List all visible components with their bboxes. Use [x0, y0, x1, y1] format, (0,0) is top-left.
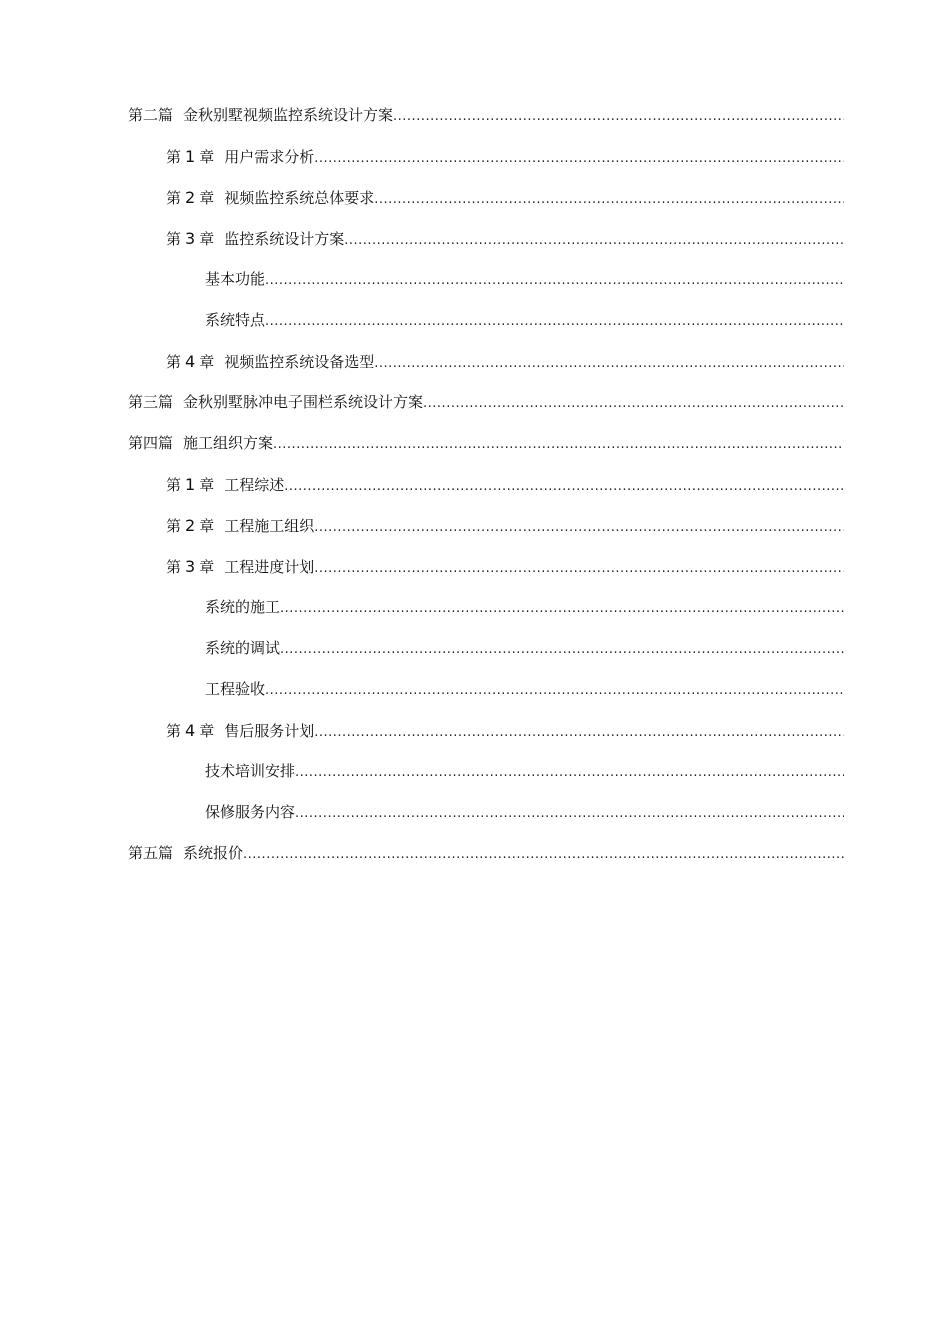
- toc-entry[interactable]: [128, 546, 844, 587]
- toc-entry-suffix: 章: [199, 558, 215, 576]
- toc-entry-number: 4: [185, 721, 196, 740]
- toc-entry-title: 基本功能: [205, 270, 266, 288]
- toc-dot-leader: [265, 301, 844, 342]
- toc-entry-prefix: 第: [166, 476, 182, 494]
- toc-entry-title: 施工组织方案: [183, 434, 274, 452]
- toc-entry[interactable]: [128, 710, 844, 751]
- toc-entry[interactable]: [128, 669, 844, 710]
- toc-dot-leader: [243, 834, 844, 875]
- toc-dot-leader: [265, 670, 844, 711]
- toc-entry[interactable]: [128, 218, 844, 259]
- toc-entry-number: 1: [185, 147, 196, 166]
- toc-entry-title: 售后服务计划: [224, 722, 315, 740]
- toc-entry-number: 2: [185, 516, 196, 535]
- toc-entry-text: [166, 710, 314, 752]
- toc-entry[interactable]: [128, 382, 844, 423]
- toc-entry[interactable]: [128, 464, 844, 505]
- toc-entry-suffix: 章: [199, 517, 215, 535]
- toc-entry-text: [205, 792, 295, 833]
- toc-entry[interactable]: [128, 751, 844, 792]
- toc-dot-leader: [314, 507, 844, 548]
- toc-entry-text: [166, 136, 314, 178]
- toc-entry-suffix: 章: [199, 189, 215, 207]
- toc-entry-text: [205, 751, 295, 792]
- toc-entry-text: [166, 464, 284, 506]
- toc-entry-suffix: 章: [199, 148, 215, 166]
- toc-entry-title: 技术培训安排: [205, 762, 296, 780]
- toc-entry-prefix: 第: [166, 230, 182, 248]
- toc-entry-title: 系统的施工: [205, 598, 281, 616]
- toc-entry-number: 2: [185, 188, 196, 207]
- toc-entry-title: 工程进度计划: [224, 558, 315, 576]
- toc-dot-leader: [265, 260, 844, 301]
- toc-entry-text: [128, 423, 273, 464]
- toc-entry-text: [166, 546, 314, 588]
- toc-entry[interactable]: [128, 833, 844, 874]
- toc-entry[interactable]: [128, 177, 844, 218]
- toc-entry-text: [205, 300, 265, 341]
- toc-entry-suffix: 章: [199, 353, 215, 371]
- toc-entry-text: [166, 177, 374, 219]
- toc-entry-text: [128, 95, 393, 136]
- toc-entry-prefix: 第: [166, 558, 182, 576]
- toc-entry-prefix: 第五篇: [128, 844, 174, 862]
- toc-entry-text: [166, 218, 344, 260]
- toc-entry-text: [166, 505, 314, 547]
- toc-dot-leader: [314, 548, 844, 589]
- toc-dot-leader: [280, 588, 844, 629]
- toc-entry-suffix: 章: [199, 476, 215, 494]
- toc-dot-leader: [314, 712, 844, 753]
- toc-entry[interactable]: [128, 300, 844, 341]
- toc-entry-text: [128, 382, 423, 423]
- toc-entry-title: 金秋别墅脉冲电子围栏系统设计方案: [183, 393, 424, 411]
- toc-dot-leader: [273, 424, 844, 465]
- toc-entry[interactable]: [128, 341, 844, 382]
- toc-entry-prefix: 第: [166, 517, 182, 535]
- toc-entry-number: 4: [185, 352, 196, 371]
- toc-entry-title: 视频监控系统总体要求: [224, 189, 375, 207]
- table-of-contents: [128, 95, 844, 874]
- toc-entry-number: 3: [185, 557, 196, 576]
- toc-dot-leader: [314, 138, 844, 179]
- toc-entry-title: 系统报价: [183, 844, 244, 862]
- toc-dot-leader: [374, 343, 844, 384]
- toc-entry-title: 视频监控系统设备选型: [224, 353, 375, 371]
- toc-entry-text: [205, 587, 280, 628]
- toc-dot-leader: [295, 752, 844, 793]
- toc-entry-text: [205, 628, 280, 669]
- toc-entry-prefix: 第: [166, 722, 182, 740]
- toc-entry-text: [205, 259, 265, 300]
- toc-entry-text: [128, 833, 243, 874]
- toc-entry[interactable]: [128, 259, 844, 300]
- toc-entry-text: [205, 669, 265, 710]
- toc-entry-prefix: 第: [166, 353, 182, 371]
- toc-entry[interactable]: [128, 95, 844, 136]
- toc-entry-title: 金秋别墅视频监控系统设计方案: [183, 106, 394, 124]
- toc-dot-leader: [295, 793, 844, 834]
- toc-entry-prefix: 第: [166, 189, 182, 207]
- toc-entry-prefix: 第: [166, 148, 182, 166]
- toc-entry-title: 工程综述: [224, 476, 285, 494]
- toc-dot-leader: [393, 96, 844, 137]
- toc-entry-title: 工程施工组织: [224, 517, 315, 535]
- toc-entry-suffix: 章: [199, 230, 215, 248]
- toc-dot-leader: [344, 220, 844, 261]
- toc-entry-suffix: 章: [199, 722, 215, 740]
- toc-entry-number: 1: [185, 475, 196, 494]
- toc-entry-title: 系统的调试: [205, 639, 281, 657]
- toc-dot-leader: [280, 629, 844, 670]
- toc-dot-leader: [284, 466, 844, 507]
- toc-entry-prefix: 第二篇: [128, 106, 174, 124]
- toc-dot-leader: [374, 179, 844, 220]
- toc-entry[interactable]: [128, 792, 844, 833]
- toc-entry-text: [166, 341, 374, 383]
- toc-entry-title: 用户需求分析: [224, 148, 315, 166]
- toc-entry-prefix: 第四篇: [128, 434, 174, 452]
- toc-entry[interactable]: [128, 423, 844, 464]
- toc-entry-title: 监控系统设计方案: [224, 230, 345, 248]
- toc-entry-number: 3: [185, 229, 196, 248]
- toc-entry-title: 保修服务内容: [205, 803, 296, 821]
- toc-entry[interactable]: [128, 136, 844, 177]
- toc-entry-prefix: 第三篇: [128, 393, 174, 411]
- toc-entry[interactable]: [128, 628, 844, 669]
- toc-entry-title: 工程验收: [205, 680, 266, 698]
- toc-entry[interactable]: [128, 587, 844, 628]
- toc-entry[interactable]: [128, 505, 844, 546]
- toc-dot-leader: [423, 383, 844, 424]
- toc-entry-title: 系统特点: [205, 311, 266, 329]
